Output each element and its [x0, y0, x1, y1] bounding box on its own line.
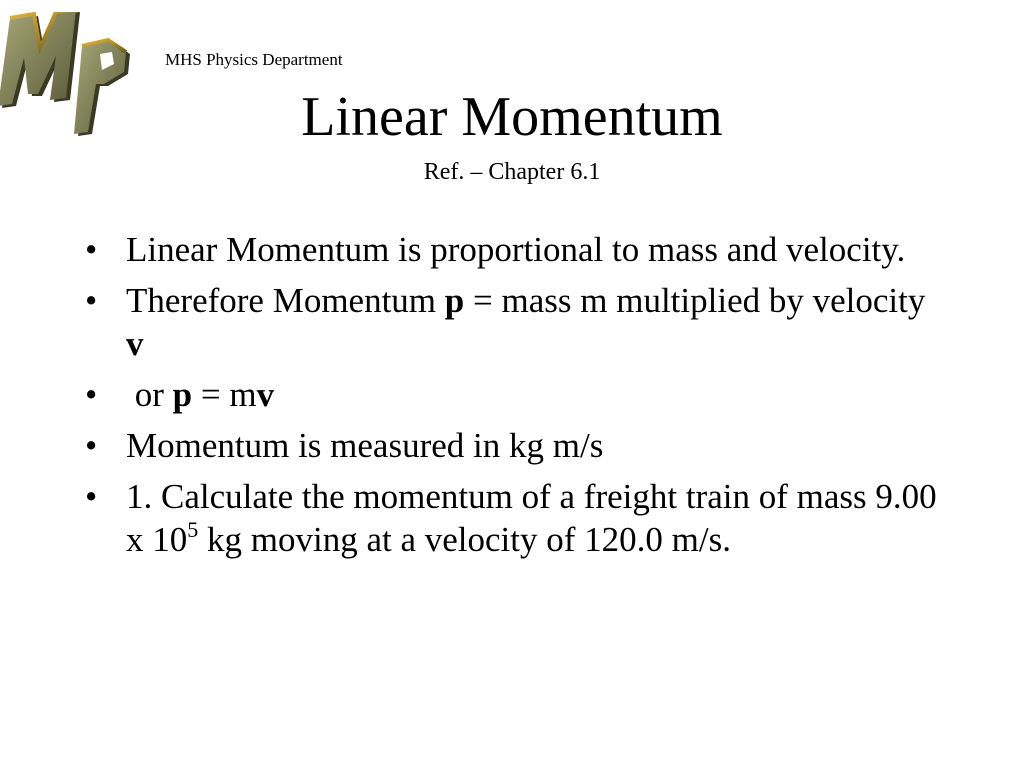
list-item: [85, 424, 945, 467]
bullet-text: Therefore Momentum: [126, 281, 445, 320]
momentum-symbol: p: [172, 375, 193, 414]
bullet-text: 1. Calculate the momentum of a freight train of mass 9.00 x 10: [126, 477, 937, 559]
bullet-marker: •: [85, 281, 98, 320]
equals-sign: =: [464, 281, 502, 320]
bullet-marker: •: [85, 230, 98, 269]
bullet-marker: •: [85, 426, 98, 465]
bullet-list: [85, 228, 945, 569]
list-item: [85, 373, 945, 416]
department-label: MHS Physics Department: [165, 50, 343, 69]
bullet-text: mass m multiplied by velocity: [501, 281, 926, 320]
bullet-text: or: [126, 375, 173, 414]
bullet-text: Linear Momentum is proportional to mass and velocity.: [126, 230, 906, 269]
velocity-symbol: v: [126, 324, 144, 363]
exponent: 5: [187, 517, 199, 542]
bullet-marker: •: [85, 477, 98, 516]
momentum-symbol: p: [444, 281, 465, 320]
bullet-text: kg moving at a velocity of 120.0 m/s.: [198, 520, 731, 559]
list-item: [85, 279, 945, 365]
bullet-text: Momentum is measured in kg m/s: [126, 426, 604, 465]
bullet-marker: •: [85, 375, 98, 414]
equation-text: = m: [192, 375, 257, 414]
slide-subtitle: Ref. – Chapter 6.1: [423, 159, 601, 185]
slide-title: Linear Momentum: [301, 86, 723, 148]
list-item: [85, 475, 945, 561]
list-item: [85, 228, 945, 271]
velocity-symbol: v: [256, 375, 275, 414]
